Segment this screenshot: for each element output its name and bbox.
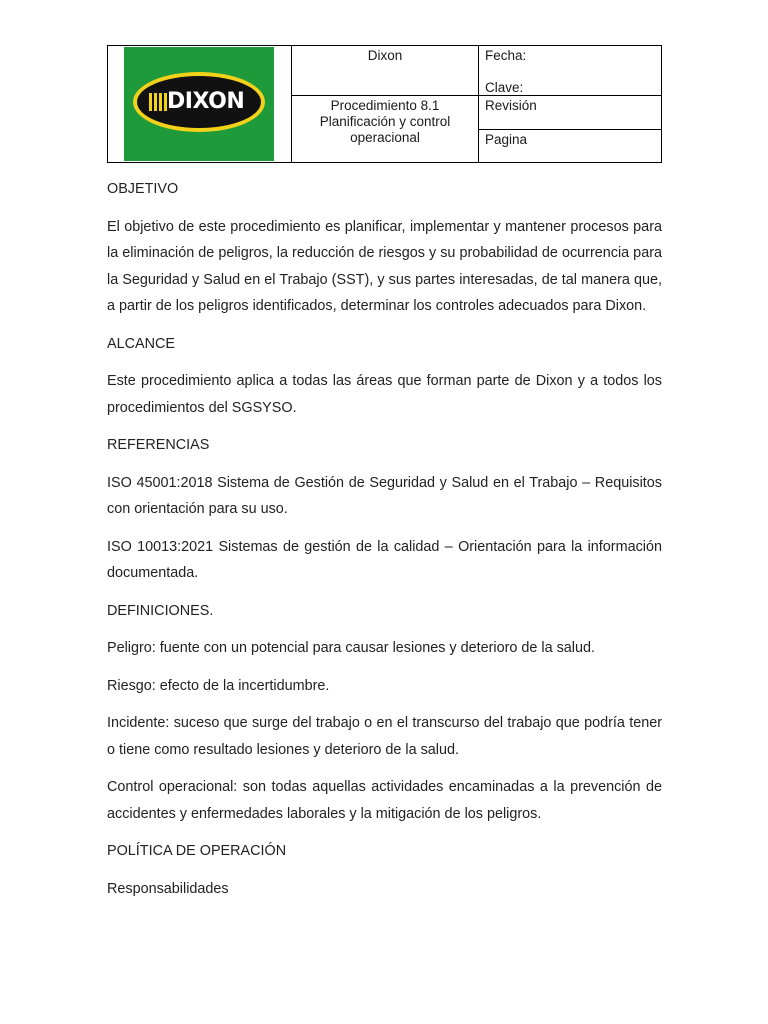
revision-label: Revisión — [485, 98, 537, 113]
section-heading-definiciones: DEFINICIONES. — [107, 602, 214, 619]
procedure-title: Procedimiento 8.1 Planificación y control operacional — [319, 98, 451, 145]
logo-cell — [108, 46, 292, 163]
section-heading-responsabilidades: Responsabilidades — [107, 880, 229, 897]
clave-label: Clave: — [485, 80, 524, 95]
pagina-label: Pagina — [485, 132, 528, 147]
paragraph-referencia-2: ISO 10013:2021 Sistemas de gestión de la calidad – Orientación para la información documentada. — [107, 538, 662, 581]
paragraph-referencia-1: ISO 45001:2018 Sistema de Gestión de Seguridad y Salud en el Trabajo – Requisitos con orientación para su uso. — [107, 474, 662, 517]
definition-riesgo: Riesgo: efecto de la incertidumbre. — [107, 677, 330, 694]
paragraph-alcance: Este procedimiento aplica a todas las áreas que forman parte de Dixon y a todos los procedimientos del SGSYSO. — [107, 373, 662, 416]
logo-oval — [133, 72, 265, 132]
revision-cell — [479, 96, 662, 130]
company-name: Dixon — [367, 48, 403, 63]
definition-peligro: Peligro: fuente con un potencial para causar lesiones y deterioro de la salud. — [107, 640, 595, 656]
procedure-title-cell — [292, 96, 479, 163]
section-heading-alcance: ALCANCE — [107, 335, 175, 352]
logo-bars-icon — [149, 93, 167, 111]
paragraph-objetivo: El objetivo de este procedimiento es planificar, implementar y mantener procesos para la eliminación de peligros, la reducción de riesgos y su probabilidad de ocurrencia para la Seguridad y Salud en el Trabajo (SST), y sus partes interesadas, de tal manera que, a partir de los peligros identificados, determinar los controles adecuados para Dixon. — [107, 218, 662, 314]
dixon-logo — [124, 47, 274, 161]
section-heading-objetivo: OBJETIVO — [107, 181, 179, 197]
pagina-cell — [479, 130, 662, 163]
logo-text: DIXON — [167, 89, 245, 114]
section-heading-referencias: REFERENCIAS — [107, 437, 210, 453]
definition-incidente: Incidente: suceso que surge del trabajo o en el transcurso del trabajo que podría tener o tiene como resultado lesiones y deterioro de la salud. — [107, 715, 662, 758]
document-header-table — [107, 45, 662, 163]
fecha-label: Fecha: — [485, 48, 527, 63]
document-body — [107, 176, 662, 913]
company-name-cell — [292, 46, 479, 96]
definition-control-operacional: Control operacional: son todas aquellas actividades encaminadas a la prevención de accidentes y enfermedades laborales y la mitigación de los peligros. — [107, 779, 662, 822]
fecha-cell — [479, 46, 662, 96]
section-heading-politica: POLÍTICA DE OPERACIÓN — [107, 843, 287, 859]
